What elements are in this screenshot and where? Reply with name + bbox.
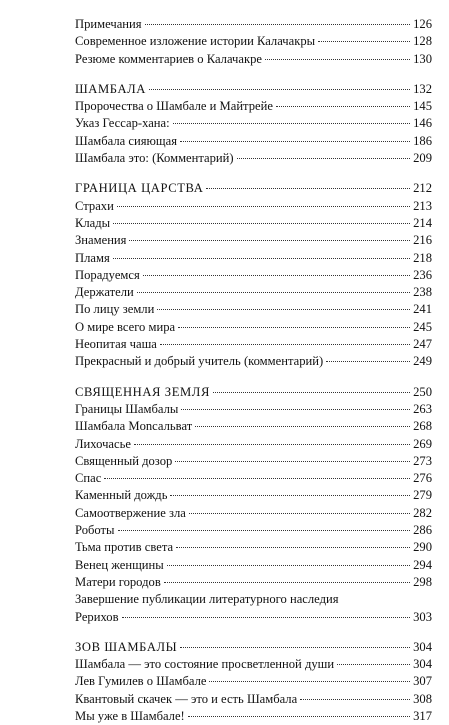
entry-page-number: 216 [413, 233, 432, 248]
entry-page-number: 241 [413, 302, 432, 317]
entry-page-number: 263 [413, 401, 432, 416]
entry-title: Держатели [75, 285, 134, 300]
toc-entry [75, 267, 432, 284]
entry-title: Мы уже в Шамбале! [75, 708, 185, 723]
entry-title: Границы Шамбалы [75, 401, 179, 416]
entry-page-number: 145 [413, 99, 432, 114]
entry-page-number: 250 [413, 384, 432, 399]
toc-entry [75, 557, 432, 574]
toc-entry [75, 353, 432, 370]
entry-page-number: 218 [413, 250, 432, 265]
entry-page-number: 132 [413, 81, 432, 96]
dot-leader [180, 647, 410, 648]
dot-leader [175, 461, 410, 462]
dot-leader [276, 106, 410, 107]
entry-page-number: 209 [413, 151, 432, 166]
entry-title: Роботы [75, 523, 115, 538]
toc-entry [75, 284, 432, 301]
toc-section-heading [75, 639, 432, 656]
toc-entry [75, 133, 432, 150]
dot-leader [160, 344, 410, 345]
entry-title: Тьма против света [75, 540, 174, 555]
toc-section [75, 81, 432, 167]
dot-leader [134, 444, 410, 445]
entry-page-number: 213 [413, 198, 432, 213]
dot-leader [122, 617, 411, 618]
entry-page-number: 236 [413, 267, 432, 282]
toc-entry [75, 232, 432, 249]
entry-page-number: 276 [413, 471, 432, 486]
toc-entry [75, 198, 432, 215]
toc-entry [75, 301, 432, 318]
dot-leader [176, 547, 410, 548]
entry-title: Порадуемся [75, 267, 140, 282]
entry-title: Квантовый скачек — это и есть Шамбала [75, 691, 298, 706]
toc-entry [75, 673, 432, 690]
entry-title: Шамбала сияющая [75, 133, 178, 148]
entry-title: Каменный дождь [75, 488, 168, 503]
entry-page-number: 247 [413, 337, 432, 352]
toc-entry [75, 453, 432, 470]
entry-page-number: 249 [413, 354, 432, 369]
entry-page-number: 269 [413, 436, 432, 451]
entry-page-number: 268 [413, 419, 432, 434]
dot-leader [164, 582, 410, 583]
entry-page-number: 245 [413, 319, 432, 334]
toc-entry [75, 418, 432, 435]
entry-title: Матери городов [75, 574, 161, 589]
entry-title: Венец женщины [75, 557, 164, 572]
dot-leader [129, 240, 410, 241]
dot-leader [104, 478, 410, 479]
entry-title: Лихочасье [75, 436, 131, 451]
entry-page-number: 290 [413, 540, 432, 555]
toc-entry [75, 656, 432, 673]
entry-title: ГРАНИЦА ЦАРСТВА [75, 181, 204, 196]
toc-entry [75, 522, 432, 539]
entry-page-number: 146 [413, 116, 432, 131]
entry-title: Самоотвержение зла [75, 505, 186, 520]
toc-entry [75, 336, 432, 353]
entry-title: Лев Гумилев о Шамбале [75, 674, 207, 689]
dot-leader [337, 664, 410, 665]
dot-leader [117, 206, 410, 207]
entry-page-number: 304 [413, 639, 432, 654]
dot-leader [181, 409, 410, 410]
dot-leader [113, 223, 410, 224]
entry-page-number: 238 [413, 285, 432, 300]
entry-title: Резюме комментариев о Калачакре [75, 51, 262, 66]
dot-leader [180, 141, 410, 142]
dot-leader [265, 59, 410, 60]
entry-page-number: 286 [413, 523, 432, 538]
entry-page-number: 294 [413, 557, 432, 572]
dot-leader [149, 89, 410, 90]
entry-title: Указ Гессар-хана: [75, 116, 170, 131]
dot-leader [189, 513, 410, 514]
toc-entry [75, 591, 432, 626]
entry-title: СВЯЩЕННАЯ ЗЕМЛЯ [75, 384, 210, 399]
entry-page-number: 279 [413, 488, 432, 503]
toc-entry [75, 319, 432, 336]
entry-title: Пророчества о Шамбале и Майтрейе [75, 99, 273, 114]
toc-entry [75, 215, 432, 232]
entry-page-number: 130 [413, 51, 432, 66]
entry-title: Завершение публикации литературного наследия [75, 592, 339, 607]
toc-entry [75, 574, 432, 591]
entry-title: Страхи [75, 198, 114, 213]
entry-title: Шамбала Мonсальват [75, 419, 193, 434]
entry-page-number: 186 [413, 133, 432, 148]
entry-title: Современное изложение истории Калачакры [75, 34, 316, 49]
dot-leader [318, 41, 410, 42]
toc-entry [75, 250, 432, 267]
dot-leader [326, 361, 410, 362]
entry-title: Прекрасный и добрый учитель (комментарий) [75, 354, 324, 369]
entry-title: Шамбала — это состояние просветленной души [75, 657, 335, 672]
entry-title: Шамбала это: (Комментарий) [75, 151, 234, 166]
entry-title: Пламя [75, 250, 110, 265]
toc-entry [75, 401, 432, 418]
dot-leader [209, 681, 410, 682]
toc-entry [75, 436, 432, 453]
entry-title: ЗОВ ШАМБАЛЫ [75, 639, 178, 654]
toc-entry [75, 691, 432, 708]
entry-title: Примечания [75, 17, 142, 31]
entry-page-number: 298 [413, 574, 432, 589]
dot-leader [237, 158, 411, 159]
entry-page-number: 304 [413, 657, 432, 672]
entry-title: Спас [75, 471, 102, 486]
toc-entry [75, 33, 432, 50]
dot-leader [167, 565, 410, 566]
entry-page-number: 307 [413, 674, 432, 689]
entry-page-number: 282 [413, 505, 432, 520]
dot-leader [195, 426, 410, 427]
entry-page-number: 317 [413, 708, 432, 723]
entry-page-number: 273 [413, 453, 432, 468]
entry-title: По лицу земли [75, 302, 155, 317]
dot-leader [157, 309, 410, 310]
entry-title: Клады [75, 215, 111, 230]
toc-entry [75, 470, 432, 487]
dot-leader [143, 275, 410, 276]
entry-title: О мире всего мира [75, 319, 176, 334]
dot-leader [118, 530, 411, 531]
dot-leader [213, 392, 410, 393]
toc-section-heading [75, 384, 432, 401]
dot-leader [178, 327, 410, 328]
entry-title: Неопитая чаша [75, 337, 157, 352]
dot-leader [188, 716, 410, 717]
toc-entry [75, 16, 432, 33]
entry-page-number: 212 [413, 181, 432, 196]
toc-section [75, 16, 432, 68]
entry-page-number: 308 [413, 691, 432, 706]
toc-entry [75, 708, 432, 725]
toc-section [75, 384, 432, 626]
toc-entry [75, 539, 432, 556]
entry-title: Знамения [75, 233, 127, 248]
toc-entry [75, 115, 432, 132]
dot-leader [145, 24, 411, 25]
toc-entry [75, 505, 432, 522]
dot-leader [113, 258, 410, 259]
toc-section [75, 180, 432, 370]
entry-page-number: 128 [413, 34, 432, 49]
toc-entry [75, 150, 432, 167]
entry-page-number: 126 [413, 17, 432, 31]
dot-leader [173, 123, 410, 124]
entry-title: ШАМБАЛА [75, 81, 146, 96]
dot-leader [137, 292, 410, 293]
toc-section-heading [75, 180, 432, 197]
toc-entry [75, 51, 432, 68]
entry-title: Рерихов [75, 609, 119, 624]
entry-title: Священный дозор [75, 453, 173, 468]
entry-page-number: 214 [413, 215, 432, 230]
dot-leader [170, 495, 410, 496]
entry-page-number: 303 [413, 609, 432, 624]
toc-entry [75, 98, 432, 115]
toc-section [75, 639, 432, 725]
dot-leader [206, 188, 410, 189]
table-of-contents [75, 16, 432, 725]
toc-section-heading [75, 81, 432, 98]
toc-entry [75, 487, 432, 504]
